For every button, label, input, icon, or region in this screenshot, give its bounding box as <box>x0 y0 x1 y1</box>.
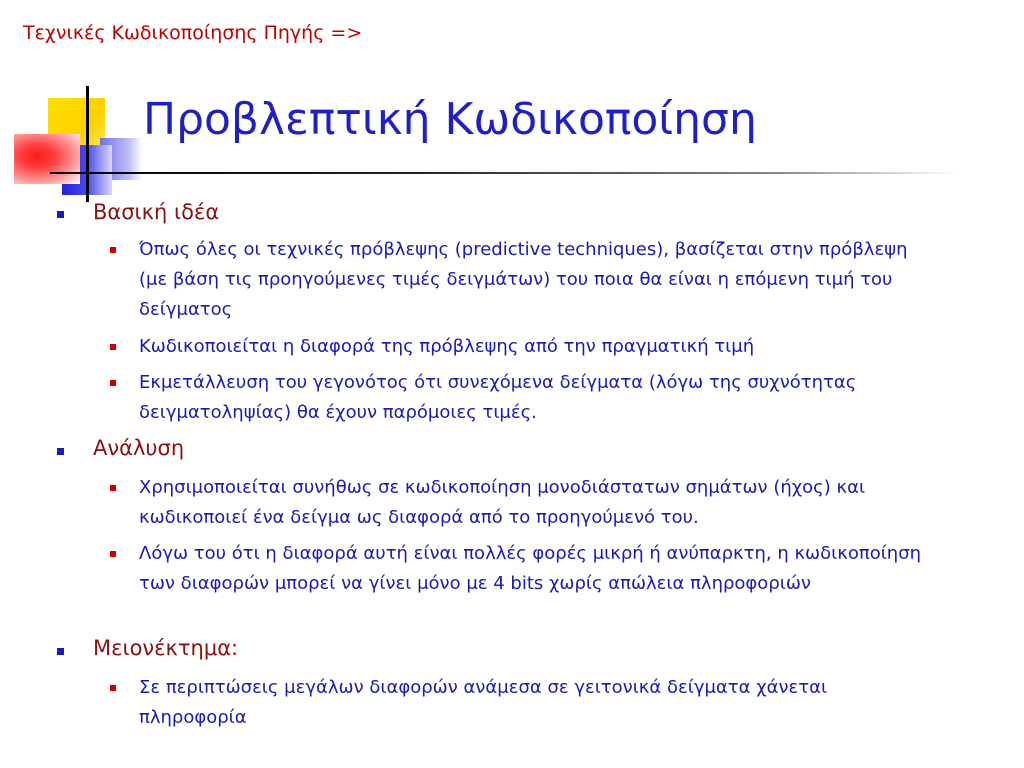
decorative-logo <box>0 0 160 210</box>
bullet-icon <box>110 551 116 557</box>
vertical-rule <box>86 86 89 202</box>
section-heading: Ανάλυση <box>93 436 185 460</box>
list-item: Λόγω του ότι η διαφορά αυτή είναι πολλές φορές μικρή ή ανύπαρκτη, η κωδικοποίηση των διαφορών μπορεί να γίνει μόνο με 4 bits χωρίς απώλεια πληροφοριών <box>139 543 922 594</box>
section-heading: Μειονέκτημα: <box>93 636 239 660</box>
list-item: Σε περιπτώσεις μεγάλων διαφορών ανάμεσα σε γειτονικά δείγματα χάνεται πληροφορία <box>139 677 828 728</box>
bullet-icon <box>110 380 116 386</box>
red-square-decoration <box>14 134 80 184</box>
bullet-icon <box>57 648 64 655</box>
bullet-icon <box>110 485 116 491</box>
list-item: Κωδικοποιείται η διαφορά της πρόβλεψης από την πραγματική τιμή <box>139 336 755 357</box>
slide-title: Προβλεπτική Κωδικοποίηση <box>143 94 757 145</box>
bullet-icon <box>110 685 116 691</box>
list-item: Εκμετάλλευση του γεγονότος ότι συνεχόμενα δείγματα (λόγω της συχνότητας δειγματοληψίας) θα έχουν παρόμοιες τιμές. <box>139 372 857 423</box>
bullet-icon <box>110 344 116 350</box>
bullet-icon <box>110 247 116 253</box>
breadcrumb: Τεχνικές Κωδικοποίησης Πηγής => <box>23 22 363 44</box>
section-heading: Βασική ιδέα <box>93 200 220 224</box>
list-item: Χρησιμοποιείται συνήθως σε κωδικοποίηση μονοδιάστατων σημάτων (ήχος) και κωδικοποιεί ένα δείγμα ως διαφορά από το προηγούμενό του. <box>139 477 866 528</box>
bullet-icon <box>57 448 64 455</box>
bullet-icon <box>57 211 64 218</box>
title-underline <box>50 172 960 174</box>
list-item: Όπως όλες οι τεχνικές πρόβλεψης (predictive techniques), βασίζεται στην πρόβλεψη (με βάση τις προηγούμενες τιμές δειγμάτων) του ποια θα είναι η επόμενη τιμή του δείγματος <box>139 239 908 320</box>
